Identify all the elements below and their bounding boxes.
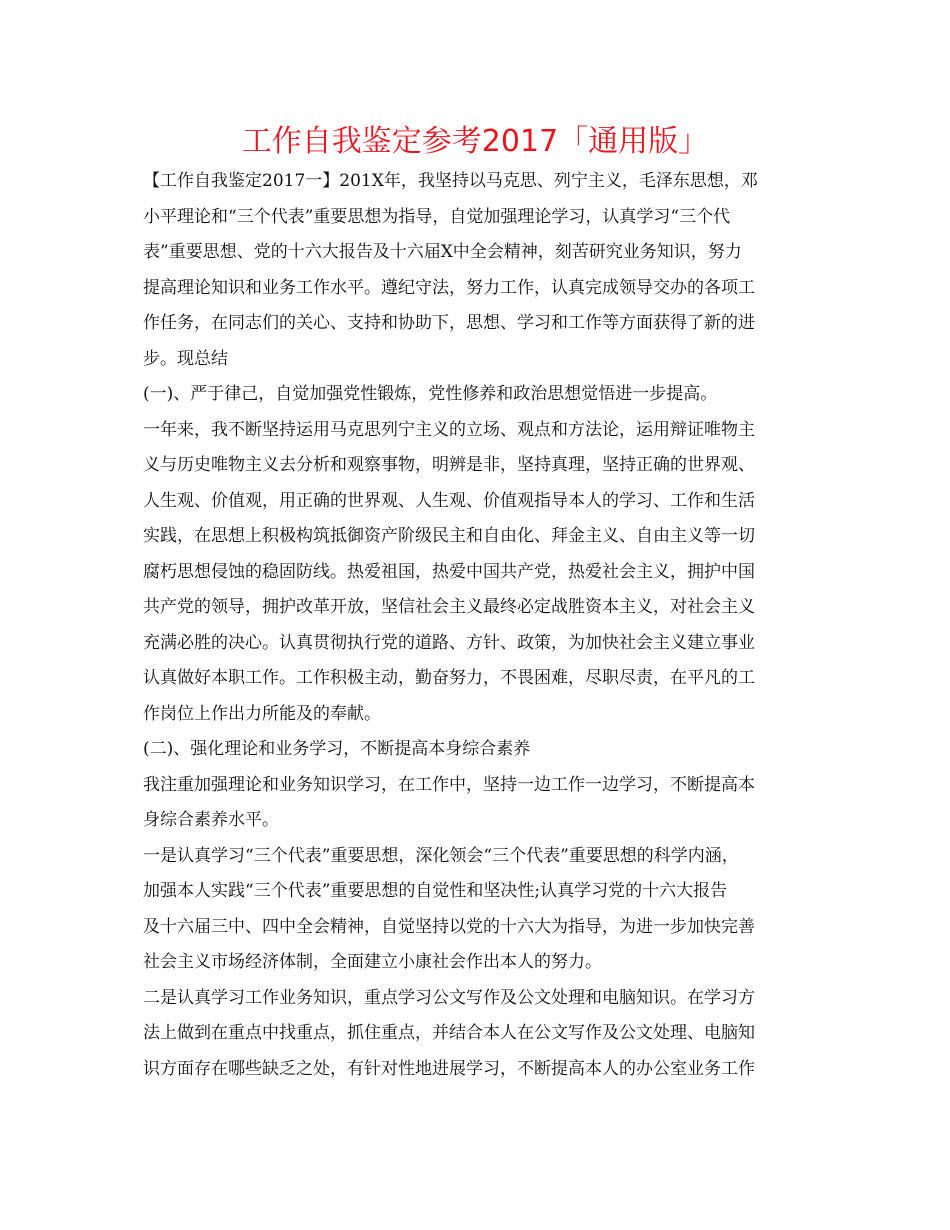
section-heading: (二)、强化理论和业务学习，不断提高本身综合素养: [143, 739, 531, 759]
document-body: [143, 164, 823, 1087]
text-line: 步。现总结: [143, 348, 228, 369]
section-heading: (一)、严于律己，自觉加强党性锻炼，党性修养和政治思想觉悟进一步提高。: [143, 384, 718, 404]
text-line: 表”重要思想、党的十六大报告及十六届X中全会精神，刻苦研究业务知识，努力: [143, 242, 742, 262]
text-line: 作岗位上作出力所能及的奉献。: [143, 703, 381, 724]
text-line: 我注重加强理论和业务知识学习，在工作中，坚持一边工作一边学习，不断提高本: [143, 774, 755, 795]
text-line: 法上做到在重点中找重点，抓住重点，并结合本人在公文写作及公文处理、电脑知: [143, 1023, 755, 1043]
text-line: 义与历史唯物主义去分析和观察事物，明辨是非，坚持真理，坚持正确的世界观、: [143, 455, 755, 475]
text-line: 一年来，我不断坚持运用马克思列宁主义的立场、观点和方法论，运用辩证唯物主: [143, 419, 755, 440]
text-line: 充满必胜的决心。认真贯彻执行党的道路、方针、政策，为加快社会主义建立事业: [143, 632, 755, 653]
document-title: 工作自我鉴定参考2017「通用版」: [241, 124, 709, 159]
text-line: 身综合素养水平。: [143, 810, 279, 830]
text-line: 提高理论知识和业务工作水平。遵纪守法，努力工作，认真完成领导交办的各项工: [143, 277, 755, 298]
text-line: 认真做好本职工作。工作积极主动，勤奋努力，不畏困难，尽职尽责，在平凡的工: [143, 668, 755, 688]
text-line: 共产党的领导，拥护改革开放，坚信社会主义最终必定战胜资本主义，对社会主义: [143, 597, 755, 617]
text-line: 腐朽思想侵蚀的稳固防线。热爱祖国，热爱中国共产党，热爱社会主义，拥护中国: [143, 561, 755, 582]
text-line: 小平理论和“三个代表”重要思想为指导，自觉加强理论学习，认真学习“三个代: [143, 206, 731, 227]
text-line: 作任务，在同志们的关心、支持和协助下，思想、学习和工作等方面获得了新的进: [143, 313, 755, 333]
text-line: 二是认真学习工作业务知识，重点学习公文写作及公文处理和电脑知识。在学习方: [143, 987, 755, 1008]
text-line: 实践，在思想上积极构筑抵御资产阶级民主和自由化、拜金主义、自由主义等一切: [143, 526, 755, 546]
text-line: 社会主义市场经济体制，全面建立小康社会作出本人的努力。: [143, 952, 602, 972]
text-line: 加强本人实践“三个代表”重要思想的自觉性和坚决性;认真学习党的十六大报告: [143, 881, 728, 901]
text-line: 识方面存在哪些缺乏之处，有针对性地进展学习，不断提高本人的办公室业务工作: [143, 1058, 755, 1079]
text-line: 及十六届三中、四中全会精神，自觉坚持以党的十六大为指导，为进一步加快完善: [143, 916, 755, 937]
text-line: 一是认真学习“三个代表”重要思想，深化领会“三个代表”重要思想的科学内涵，: [143, 845, 739, 866]
text-line: 【工作自我鉴定2017一】201X年，我坚持以马克思、列宁主义，毛泽东思想，邓: [143, 171, 758, 191]
text-line: 人生观、价值观，用正确的世界观、人生观、价值观指导本人的学习、工作和生活: [143, 490, 755, 511]
